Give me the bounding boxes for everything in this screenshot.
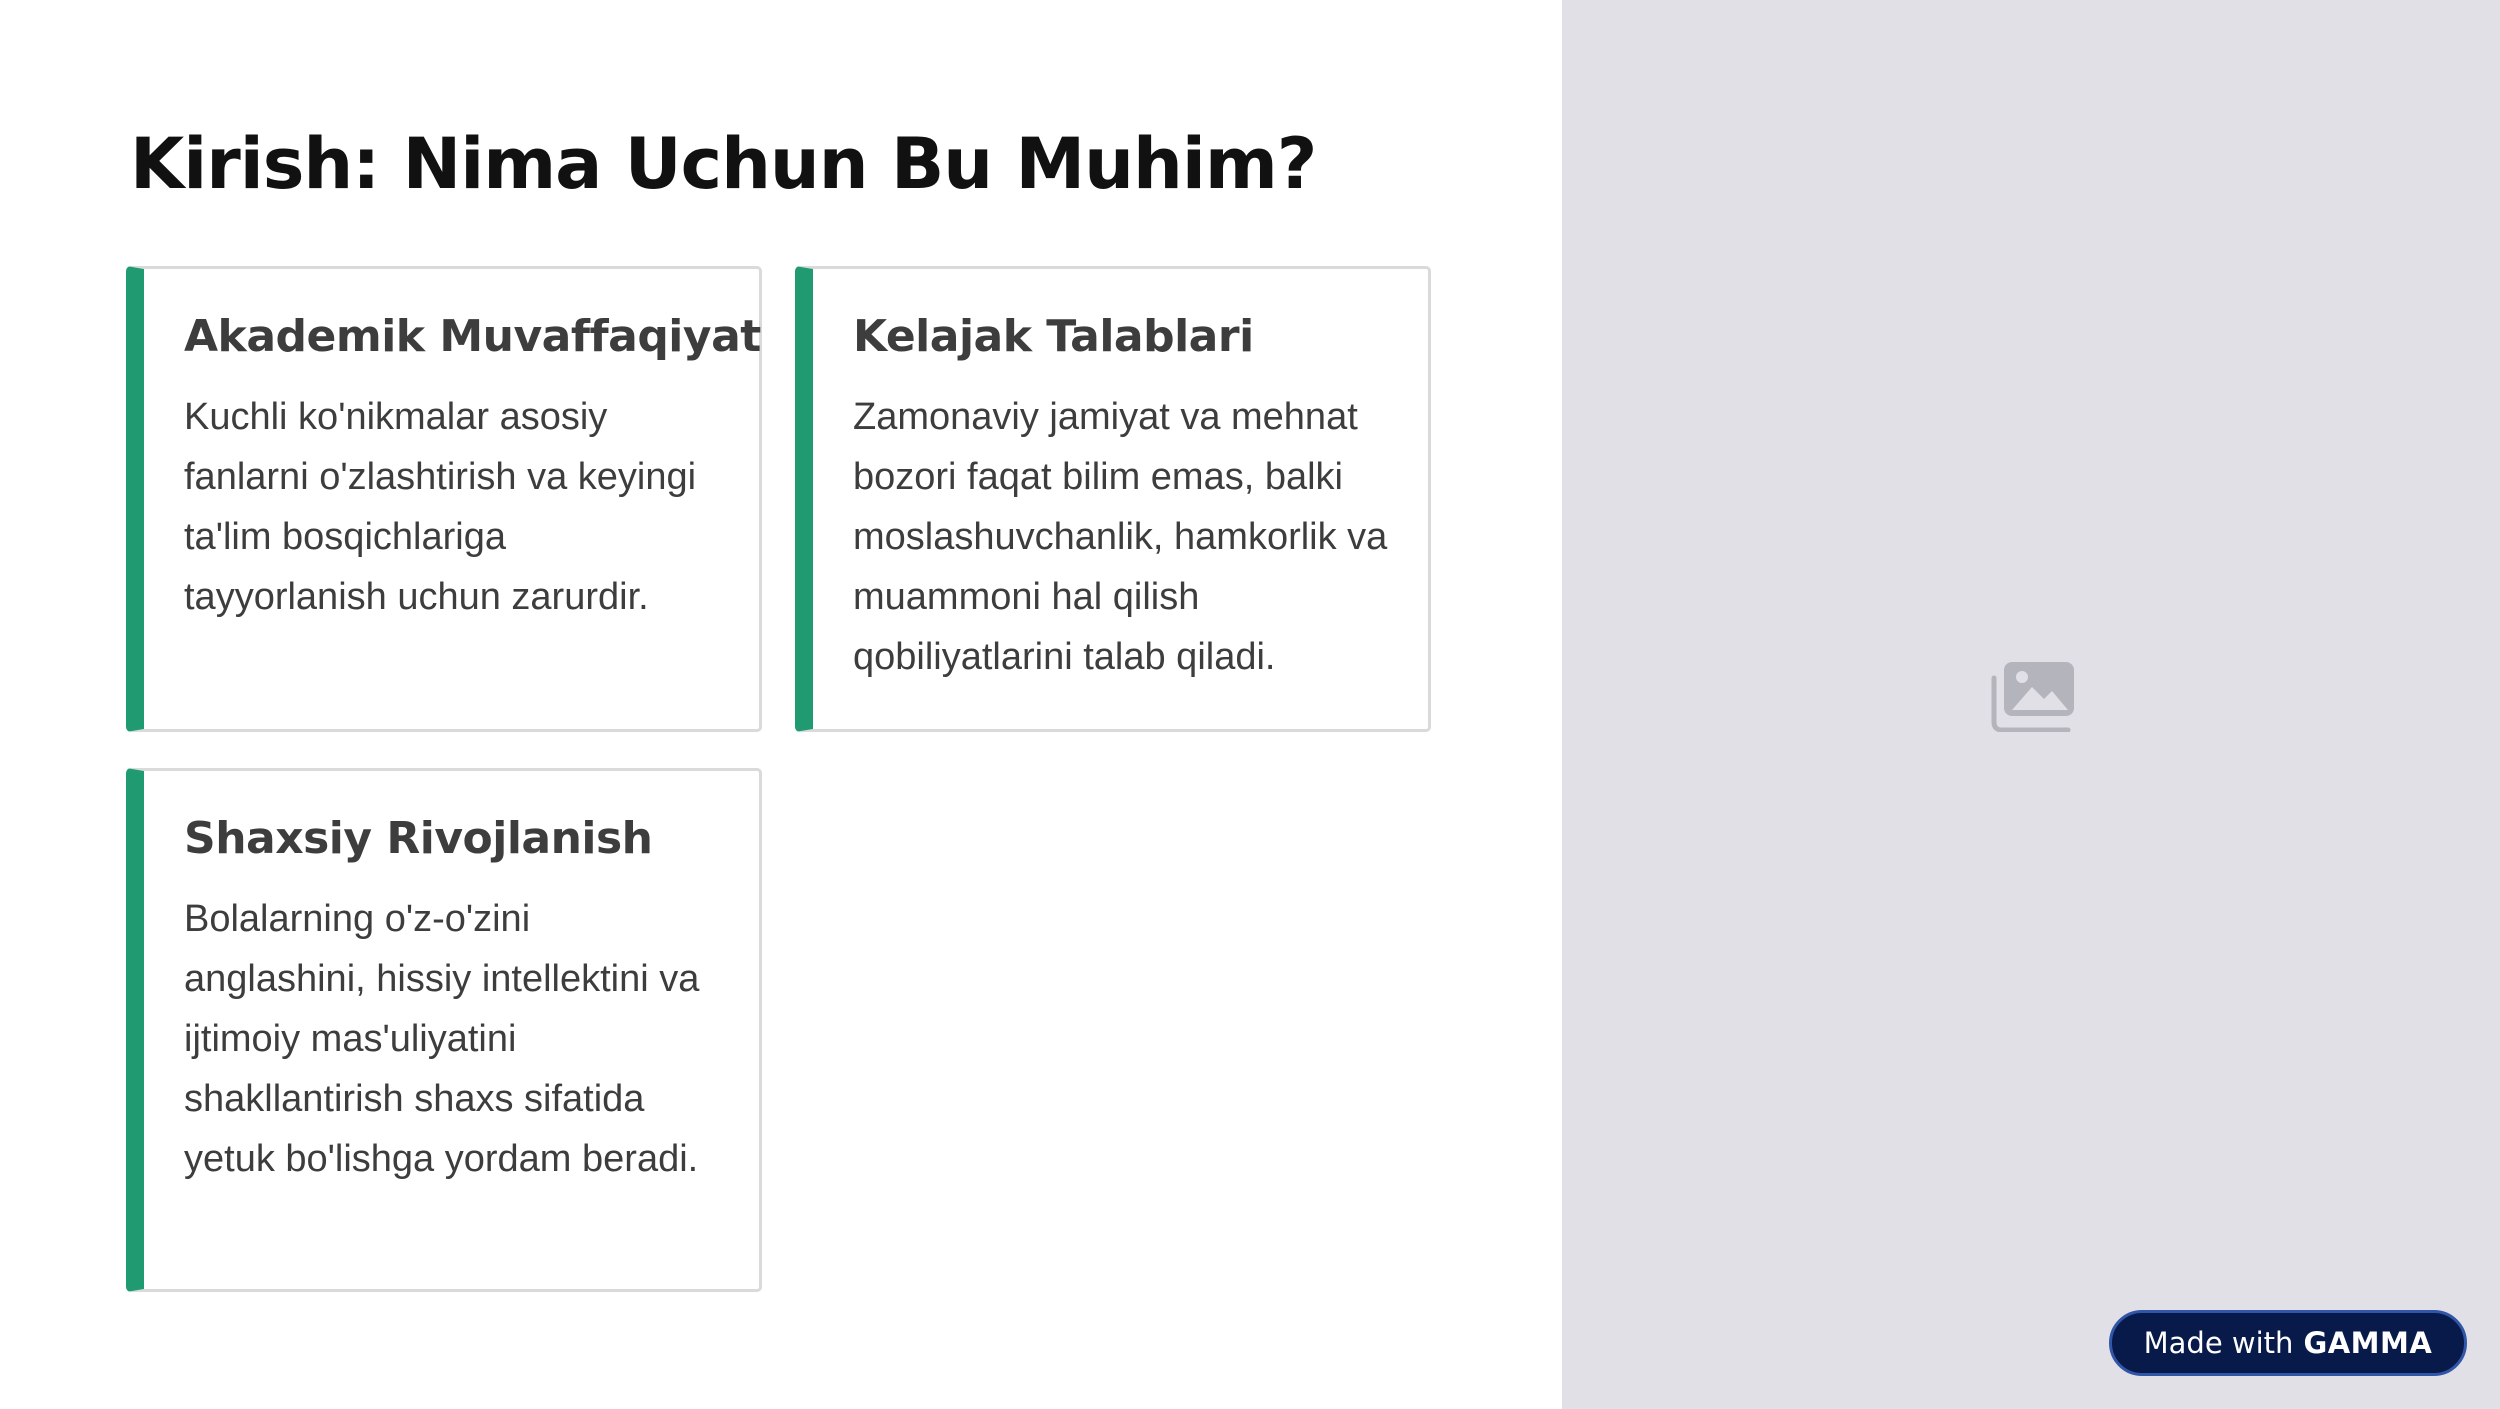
- card-text: Zamonaviy jamiyat va mehnat bozori faqat bilim emas, balki moslashuvchanlik, hamkorlik va muammoni hal qilish qobiliyatlarini talab qiladi.: [853, 396, 1388, 678]
- card-kelajak-talablari: [795, 266, 1431, 732]
- image-placeholder-icon: [1988, 658, 2078, 732]
- image-placeholder-panel[interactable]: [1562, 0, 2500, 1409]
- badge-prefix: Made with: [2143, 1326, 2294, 1360]
- card-title: Kelajak Talablari: [853, 311, 1254, 362]
- card-title: Shaxsiy Rivojlanish: [184, 813, 653, 864]
- card-shaxsiy-rivojlanish: [126, 768, 762, 1292]
- card-text: Bolalarning o'z-o'zini anglashini, hissiy intellektini va ijtimoiy mas'uliyatini shakllantirish shaxs sifatida yetuk bo'lishga yordam beradi.: [184, 898, 700, 1180]
- gamma-logo: GAMMA: [2303, 1326, 2433, 1360]
- card-title: Akademik Muvaffaqiyat: [184, 311, 761, 362]
- card-akademik-muvaffaqiyat: [126, 266, 762, 732]
- slide-title: Kirish: Nima Uchun Bu Muhim?: [130, 123, 1317, 205]
- card-text: Kuchli ko'nikmalar asosiy fanlarni o'zlashtirish va keyingi ta'lim bosqichlariga tayyorlanish uchun zarurdir.: [184, 396, 697, 618]
- made-with-gamma-badge[interactable]: [2109, 1310, 2467, 1376]
